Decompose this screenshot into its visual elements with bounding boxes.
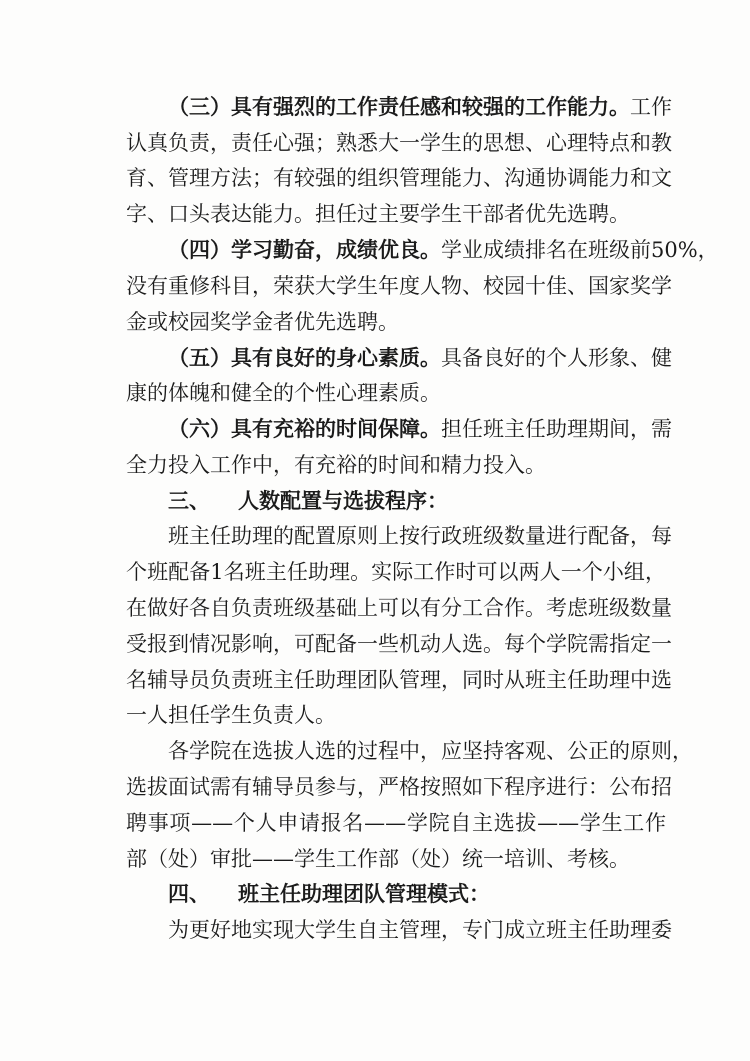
para-3-line-4: 字、口头表达能力。担任过主要学生干部者优先选聘。 [126,202,630,226]
para-8-line-2: 选拔面试需有辅导员参与，严格按照如下程序进行：公布招 [126,775,672,799]
para-8-line-1: 各学院在选拔人选的过程中，应坚持客观、公正的原则， [168,739,693,763]
para-3-line-1 [126,89,672,125]
para-4-line-1 [126,232,719,268]
para-4-line-1-rest: 学业成绩排名在班级前50%， [441,238,719,262]
para-7-line-6: 一人担任学生负责人。 [126,703,336,727]
para-7-line-3: 在做好各自负责班级基础上可以有分工合作。考虑班级数量 [126,596,672,620]
para-8-line-4: 部（处）审批——学生工作部（处）统一培训、考核。 [126,847,630,871]
para-4-heading: （四）学习勤奋，成绩优良。 [168,238,441,262]
section-3-heading [168,483,666,519]
para-5-heading: （五）具有良好的身心素质。 [168,346,441,370]
section-4-title: 班主任助理团队管理模式： [238,882,490,906]
para-3-heading: （三）具有强烈的工作责任感和较强的工作能力。 [168,95,630,119]
para-3-line-3: 育、管理方法；有较强的组织管理能力、沟通协调能力和文 [126,166,672,190]
para-5-line-2: 康的体魄和健全的个性心理素质。 [126,381,441,405]
para-9-line-1: 为更好地实现大学生自主管理，专门成立班主任助理委 [168,918,672,942]
para-7-line-5: 名辅导员负责班主任助理团队管理，同时从班主任助理中选 [126,668,672,692]
para-6-line-2: 全力投入工作中，有充裕的时间和精力投入。 [126,453,546,477]
para-8-line-3: 聘事项——个人申请报名——学院自主选拔——学生工作 [126,811,666,835]
section-4-number: 四、 [168,882,210,906]
para-6-heading: （六）具有充裕的时间保障。 [168,417,441,441]
section-3-title: 人数配置与选拔程序： [238,489,448,513]
para-6-line-1 [126,411,672,447]
para-3-line-1-rest: 工作 [630,95,672,119]
para-4-line-3: 金或校园奖学金者优先选聘。 [126,310,399,334]
para-3-line-2: 认真负责，责任心强；熟悉大一学生的思想、心理特点和教 [126,131,672,155]
para-4-line-2: 没有重修科目，荣获大学生年度人物、校园十佳、国家奖学 [126,274,672,298]
section-4-heading [168,876,666,912]
para-5-line-1-rest: 具备良好的个人形象、健 [441,346,672,370]
section-3-number: 三、 [168,489,210,513]
para-7-line-2: 个班配备1名班主任助理。实际工作时可以两人一个小组， [126,560,666,584]
para-6-line-1-rest: 担任班主任助理期间，需 [441,417,672,441]
para-7-line-1: 班主任助理的配置原则上按行政班级数量进行配备，每 [168,524,672,548]
para-7-line-4: 受报到情况影响，可配备一些机动人选。每个学院需指定一 [126,632,672,656]
para-5-line-1 [126,340,672,376]
